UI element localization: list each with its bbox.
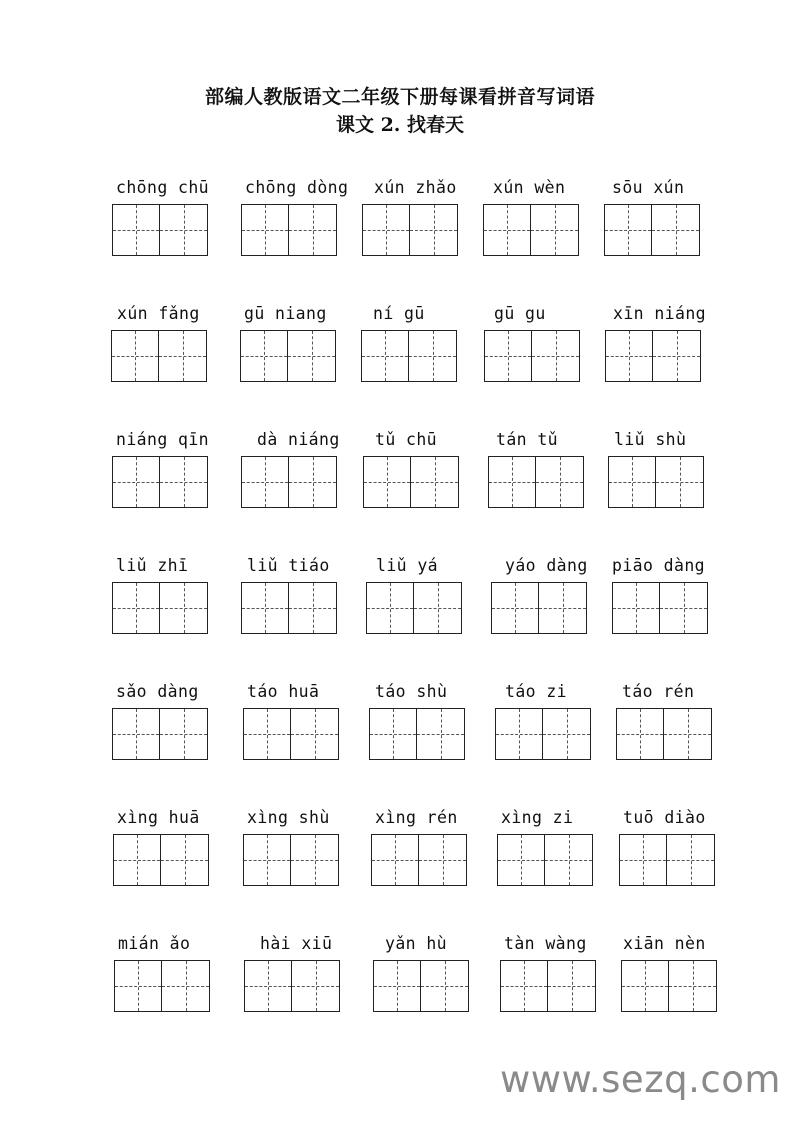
character-box[interactable]	[291, 708, 339, 760]
pinyin-label: táo shù	[375, 682, 448, 701]
pinyin-label: sōu xún	[612, 178, 685, 197]
pinyin-label: hài xiū	[260, 934, 333, 953]
writing-grid[interactable]	[484, 330, 580, 382]
character-box[interactable]	[532, 330, 580, 382]
pinyin-label: tuō diào	[623, 808, 706, 827]
character-box[interactable]	[289, 204, 337, 256]
character-box[interactable]	[371, 834, 419, 886]
writing-grid[interactable]	[366, 582, 462, 634]
character-box[interactable]	[160, 204, 208, 256]
pinyin-label: yǎn hù	[385, 934, 448, 953]
pinyin-label: tán tǔ	[496, 430, 559, 449]
pinyin-label: táo rén	[622, 682, 695, 701]
writing-grid[interactable]	[373, 960, 469, 1012]
character-box[interactable]	[112, 582, 160, 634]
pinyin-label: xún wèn	[493, 178, 566, 197]
writing-grid[interactable]	[483, 204, 579, 256]
character-box[interactable]	[409, 330, 457, 382]
writing-grid[interactable]	[244, 960, 340, 1012]
writing-grid[interactable]	[488, 456, 584, 508]
pinyin-label: xiān nèn	[623, 934, 706, 953]
character-box[interactable]	[291, 834, 339, 886]
character-box[interactable]	[114, 960, 162, 1012]
pinyin-label: liǔ shù	[614, 430, 687, 449]
pinyin-label: xìng zi	[501, 808, 574, 827]
writing-grid[interactable]	[371, 834, 467, 886]
writing-grid[interactable]	[112, 204, 208, 256]
character-box[interactable]	[536, 456, 584, 508]
pinyin-label: gū niang	[244, 304, 327, 323]
character-box[interactable]	[605, 330, 653, 382]
character-box[interactable]	[495, 708, 543, 760]
site-watermark: www.sezq.com	[500, 1058, 781, 1101]
character-box[interactable]	[548, 960, 596, 1012]
pinyin-label: liǔ zhī	[116, 556, 189, 575]
writing-grid[interactable]	[241, 204, 337, 256]
writing-grid[interactable]	[243, 708, 339, 760]
character-box[interactable]	[411, 456, 459, 508]
writing-grid[interactable]	[497, 834, 593, 886]
character-box[interactable]	[483, 204, 531, 256]
character-box[interactable]	[491, 582, 539, 634]
character-box[interactable]	[160, 708, 208, 760]
character-box[interactable]	[162, 960, 210, 1012]
character-box[interactable]	[545, 834, 593, 886]
pinyin-label: yáo dàng	[505, 556, 588, 575]
writing-grid[interactable]	[500, 960, 596, 1012]
writing-grid[interactable]	[369, 708, 465, 760]
character-box[interactable]	[616, 708, 664, 760]
writing-grid[interactable]	[616, 708, 712, 760]
character-box[interactable]	[484, 330, 532, 382]
pinyin-label: chōng chū	[116, 178, 210, 197]
character-box[interactable]	[288, 330, 336, 382]
writing-grid[interactable]	[241, 456, 337, 508]
writing-grid[interactable]	[491, 582, 587, 634]
writing-grid[interactable]	[112, 582, 208, 634]
character-box[interactable]	[497, 834, 545, 886]
pinyin-label: mián ǎo	[118, 934, 191, 953]
pinyin-label: chōng dòng	[245, 178, 349, 197]
pinyin-label: liǔ tiáo	[247, 556, 330, 575]
pinyin-label: táo zi	[505, 682, 568, 701]
character-box[interactable]	[361, 330, 409, 382]
writing-grid[interactable]	[113, 834, 209, 886]
character-box[interactable]	[664, 708, 712, 760]
character-box[interactable]	[159, 330, 207, 382]
writing-grid[interactable]	[112, 708, 208, 760]
character-box[interactable]	[160, 582, 208, 634]
writing-grid[interactable]	[361, 330, 457, 382]
pinyin-label: xún fǎng	[117, 304, 200, 323]
character-box[interactable]	[656, 456, 704, 508]
character-box[interactable]	[241, 582, 289, 634]
character-box[interactable]	[652, 204, 700, 256]
character-box[interactable]	[669, 960, 717, 1012]
pinyin-label: piāo dàng	[612, 556, 706, 575]
pinyin-label: xún zhǎo	[374, 178, 457, 197]
writing-grid[interactable]	[608, 456, 704, 508]
pinyin-label: sǎo dàng	[116, 682, 199, 701]
writing-grid[interactable]	[111, 330, 207, 382]
character-box[interactable]	[243, 708, 291, 760]
pinyin-label: táo huā	[247, 682, 320, 701]
character-box[interactable]	[113, 834, 161, 886]
pinyin-label: liǔ yá	[376, 556, 439, 575]
writing-grid[interactable]	[114, 960, 210, 1012]
character-box[interactable]	[292, 960, 340, 1012]
writing-grid[interactable]	[495, 708, 591, 760]
lesson-subtitle: 课文 2. 找春天	[335, 114, 465, 136]
character-box[interactable]	[419, 834, 467, 886]
character-box[interactable]	[621, 960, 669, 1012]
writing-grid[interactable]	[619, 834, 715, 886]
pinyin-label: xīn niáng	[613, 304, 707, 323]
writing-grid[interactable]	[241, 582, 337, 634]
character-box[interactable]	[531, 204, 579, 256]
character-box[interactable]	[160, 456, 208, 508]
character-box[interactable]	[653, 330, 701, 382]
character-box[interactable]	[112, 204, 160, 256]
pinyin-label: niáng qīn	[116, 430, 210, 449]
character-box[interactable]	[500, 960, 548, 1012]
character-box[interactable]	[608, 456, 656, 508]
writing-grid[interactable]	[604, 204, 700, 256]
character-box[interactable]	[619, 834, 667, 886]
writing-grid[interactable]	[243, 834, 339, 886]
character-box[interactable]	[241, 456, 289, 508]
pinyin-label: tàn wàng	[504, 934, 587, 953]
character-box[interactable]	[543, 708, 591, 760]
character-box[interactable]	[612, 582, 660, 634]
character-box[interactable]	[414, 582, 462, 634]
writing-grid[interactable]	[240, 330, 336, 382]
pinyin-label: xìng rén	[375, 808, 458, 827]
character-box[interactable]	[363, 456, 411, 508]
pinyin-label: ní gū	[373, 304, 425, 323]
pinyin-label: xìng huā	[117, 808, 200, 827]
title-block	[0, 82, 800, 142]
character-box[interactable]	[289, 582, 337, 634]
character-box[interactable]	[488, 456, 536, 508]
character-box[interactable]	[240, 330, 288, 382]
character-box[interactable]	[369, 708, 417, 760]
character-box[interactable]	[289, 456, 337, 508]
pinyin-label: dà niáng	[257, 430, 340, 449]
pinyin-label: xìng shù	[247, 808, 330, 827]
character-box[interactable]	[241, 204, 289, 256]
character-box[interactable]	[112, 456, 160, 508]
character-box[interactable]	[111, 330, 159, 382]
character-box[interactable]	[667, 834, 715, 886]
writing-grid[interactable]	[362, 204, 458, 256]
writing-grid[interactable]	[621, 960, 717, 1012]
writing-grid[interactable]	[112, 456, 208, 508]
character-box[interactable]	[366, 582, 414, 634]
writing-grid[interactable]	[605, 330, 701, 382]
character-box[interactable]	[243, 834, 291, 886]
pinyin-label: gū gu	[494, 304, 546, 323]
character-box[interactable]	[112, 708, 160, 760]
character-box[interactable]	[161, 834, 209, 886]
character-box[interactable]	[362, 204, 410, 256]
character-box[interactable]	[604, 204, 652, 256]
page-title: 部编人教版语文二年级下册每课看拼音写词语	[204, 86, 595, 108]
character-box[interactable]	[373, 960, 421, 1012]
character-box[interactable]	[244, 960, 292, 1012]
pinyin-label: tǔ chū	[375, 430, 438, 449]
character-box[interactable]	[417, 708, 465, 760]
writing-grid[interactable]	[363, 456, 459, 508]
character-box[interactable]	[410, 204, 458, 256]
character-box[interactable]	[421, 960, 469, 1012]
writing-grid[interactable]	[612, 582, 708, 634]
character-box[interactable]	[539, 582, 587, 634]
character-box[interactable]	[660, 582, 708, 634]
